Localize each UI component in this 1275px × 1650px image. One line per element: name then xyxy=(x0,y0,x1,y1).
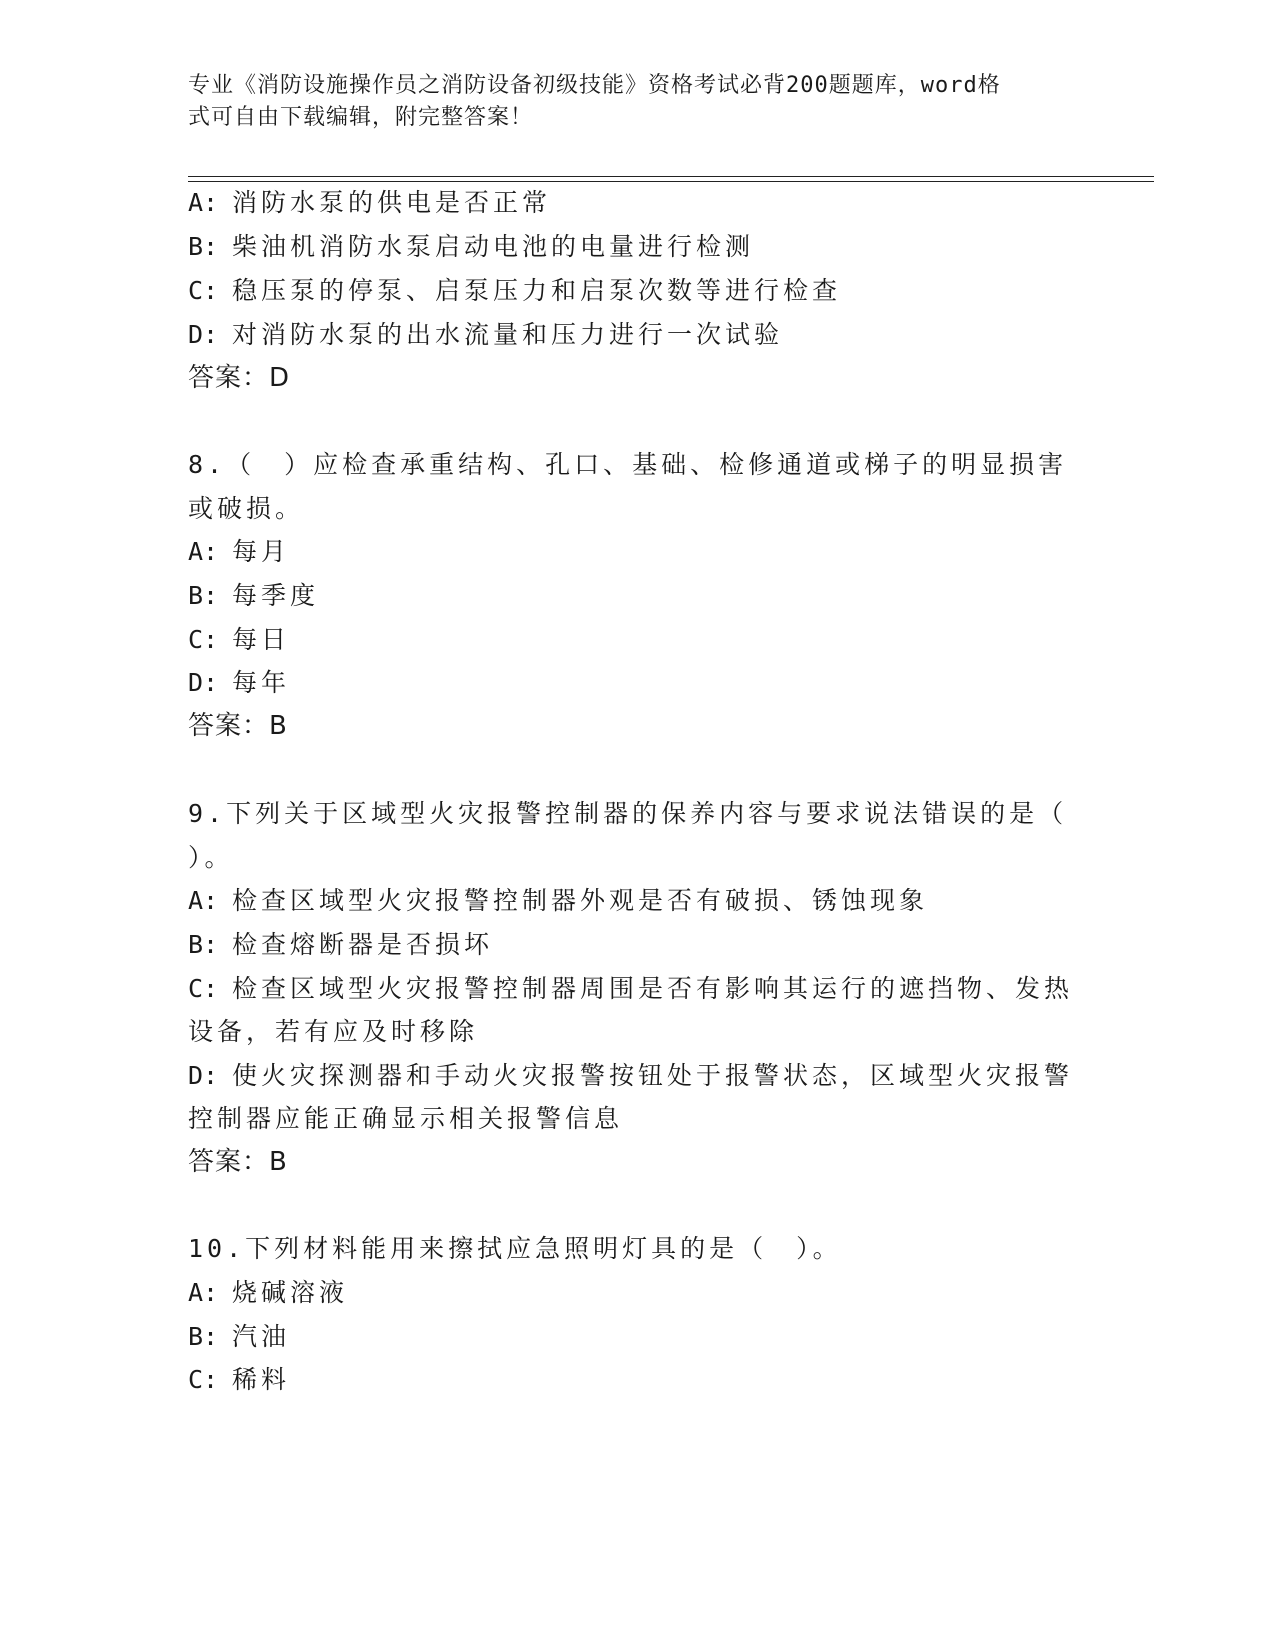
option-c: C: 稀料 xyxy=(188,1365,291,1394)
option-c: C: 检查区域型火灾报警控制器周围是否有影响其运行的遮挡物、发热 xyxy=(188,974,1074,1003)
option-c: C: 每日 xyxy=(188,625,291,654)
option-b: B: 汽油 xyxy=(188,1322,291,1351)
option-b: B: 每季度 xyxy=(188,581,320,610)
option-b: B: 检查熔断器是否损坏 xyxy=(188,930,494,959)
option-a: A: 消防水泵的供电是否正常 xyxy=(188,188,552,217)
question-stem-cont: ）。 xyxy=(188,843,234,872)
option-a: A: 烧碱溶液 xyxy=(188,1278,349,1307)
option-a: A: 每月 xyxy=(188,537,291,566)
answer-line: 答案：B xyxy=(188,1147,288,1177)
option-c-cont: 设备，若有应及时移除 xyxy=(188,1017,479,1046)
option-d: D: 每年 xyxy=(188,668,291,697)
answer-line: 答案：B xyxy=(188,711,288,741)
option-d: D: 使火灾探测器和手动火灾报警按钮处于报警状态，区域型火灾报警 xyxy=(188,1061,1074,1090)
option-b: B: 柴油机消防水泵启动电池的电量进行检测 xyxy=(188,232,755,261)
question-stem: 10.下列材料能用来擦拭应急照明灯具的是（ ）。 xyxy=(188,1234,842,1263)
answer-line: 答案：D xyxy=(188,363,291,393)
option-d: D: 对消防水泵的出水流量和压力进行一次试验 xyxy=(188,320,784,349)
header-line-2: 式可自由下载编辑，附完整答案！ xyxy=(188,105,534,130)
question-stem-cont: 或破损。 xyxy=(188,494,305,523)
question-stem: 8.（ ）应检查承重结构、孔口、基础、检修通道或梯子的明显损害 xyxy=(188,450,1068,479)
option-c: C: 稳压泵的停泵、启泵压力和启泵次数等进行检查 xyxy=(188,276,842,305)
question-stem: 9.下列关于区域型火灾报警控制器的保养内容与要求说法错误的是（ xyxy=(188,799,1068,828)
document-header xyxy=(188,70,1068,134)
header-line-1: 专业《消防设施操作员之消防设备初级技能》资格考试必背200题题库，word格 xyxy=(188,73,1001,98)
header-divider-top xyxy=(188,176,1154,177)
header-divider-bottom xyxy=(188,181,1154,182)
option-a: A: 检查区域型火灾报警控制器外观是否有破损、锈蚀现象 xyxy=(188,886,929,915)
option-d-cont: 控制器应能正确显示相关报警信息 xyxy=(188,1104,624,1133)
